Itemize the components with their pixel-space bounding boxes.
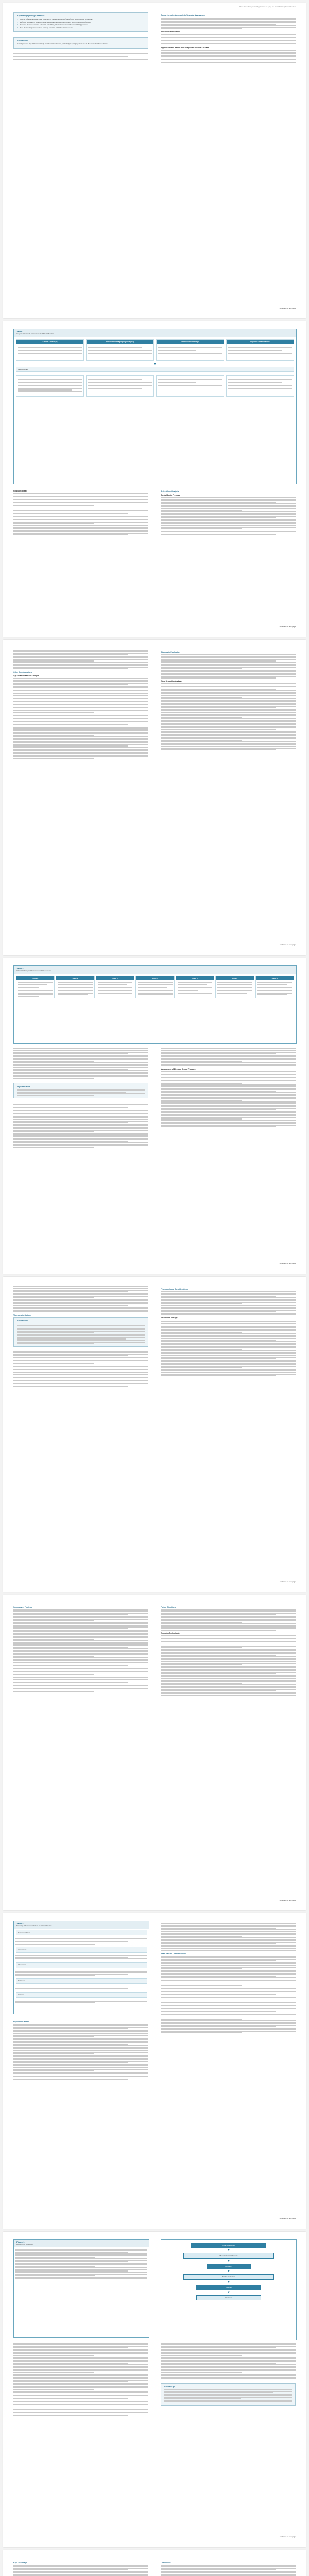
- left-column: [13, 1604, 148, 1692]
- flowchart: [161, 2239, 297, 2340]
- column-header: Regional Considerations: [227, 340, 294, 344]
- continued-label: continued on next page: [279, 2217, 296, 2219]
- figure-1: [13, 2239, 149, 2338]
- table-columns: [14, 974, 296, 1001]
- right-column: [161, 1286, 296, 1376]
- body-text: [161, 34, 296, 45]
- table-3: [13, 1921, 149, 2014]
- left-column: [13, 2342, 148, 2416]
- section-heading: Heart Failure Considerations: [161, 1952, 186, 1955]
- table-column: [156, 339, 224, 361]
- bullet-item: • Increased afterload promotes concentric remodeling, impaired relaxation and elevated filling pressures.: [17, 24, 145, 26]
- right-column: [161, 1048, 296, 1127]
- bullet-item: • Reflected waves arrive earlier in systole, augmenting central systolic pressure and left ventricular afterload.: [17, 21, 145, 23]
- table-subtitle: Summary of Recommendations for Clinical Practice: [16, 1925, 52, 1927]
- section-heading: Other Considerations: [13, 671, 32, 673]
- tips-text: Central pressures may differ substantially from brachial cuff values, particularly in younger patients and in those treated with vasodilators.: [17, 43, 108, 45]
- left-column: [13, 2560, 148, 2576]
- table-header: [14, 1921, 149, 1929]
- table-row: Outcome: [16, 1992, 147, 1997]
- left-column: [13, 1048, 148, 1148]
- arrow-down-icon: ▼: [227, 2259, 230, 2263]
- section-heading: Diagnostic Evaluation: [161, 651, 180, 653]
- tips-title: Clinical Tips: [17, 40, 28, 42]
- section-heading: Pulse Wave Analysis: [161, 490, 179, 493]
- tips-title: Clinical Tips: [164, 2385, 176, 2388]
- left-column: [13, 1286, 148, 1387]
- table-title: Table 1: [16, 330, 24, 333]
- column-header: Stage C: [96, 976, 134, 980]
- table-header: [14, 966, 296, 974]
- column-header: Stage F: [216, 976, 253, 980]
- subheading: Indications for Referral: [161, 30, 180, 33]
- right-column: [161, 12, 296, 64]
- column-header: Diffusion/Vasoactive (4): [157, 340, 224, 344]
- right-column: [161, 649, 296, 750]
- document-viewer: [0, 3, 309, 2576]
- page-5: [3, 1277, 306, 1592]
- column-header: Clinical Context (1): [16, 340, 83, 344]
- flow-step: Measure Central Pressure: [183, 2253, 274, 2258]
- page-6: [3, 1595, 306, 1910]
- arrow-down-icon: ▼: [227, 2270, 230, 2274]
- table-column: [226, 339, 294, 361]
- table-columns-lower: [14, 373, 296, 399]
- column-header: Stage A: [16, 976, 54, 980]
- page-2: [3, 321, 306, 637]
- subheading: Central Aortic Pressure: [161, 494, 180, 497]
- flow-step: Initial Assessment: [191, 2243, 266, 2248]
- subheading: Approach to the Patient With Suspected Vascular Disease: [161, 47, 209, 49]
- table-row: Intervention: [16, 1962, 147, 1968]
- column-header: Biochemical/Imaging Adjuncts (2/3): [87, 340, 153, 344]
- continued-label: continued on next page: [279, 307, 296, 309]
- bullet-item: • Arterial stiffening increases pulse wave velocity and the amplitude of the reflected wave returning to the heart.: [17, 18, 145, 20]
- subheading: Vasodilator Therapy: [161, 1316, 178, 1319]
- section-heading: Summary of Findings: [13, 1606, 32, 1608]
- table-row: Follow-up: [16, 1978, 147, 1984]
- figure-header: [14, 2240, 149, 2247]
- running-head: Pulse Wave Analysis and Applications in Aging and Heart Failure | Journal Review: [239, 6, 296, 8]
- continued-label: continued on next page: [279, 2535, 296, 2538]
- right-column: [161, 488, 296, 535]
- tips-title: Clinical Tips: [17, 1320, 28, 1323]
- flow-step: Reassess: [196, 2295, 261, 2300]
- subheading: Age-Related Vascular Changes: [13, 675, 39, 677]
- table-row: Recommendation: [16, 1930, 147, 1935]
- flow-step: Elevated?: [207, 2264, 251, 2269]
- table-subtitle: Clinical Pathway and Recommended Interventions: [16, 970, 52, 972]
- left-column: [13, 488, 148, 535]
- table-title: Table 2: [16, 967, 24, 970]
- column-header: Stage B: [56, 976, 94, 980]
- page-9: [3, 2550, 306, 2576]
- arrow-down-icon: ▼: [227, 2291, 230, 2295]
- page-4: [3, 958, 306, 1274]
- flow-step: Treatment: [196, 2285, 261, 2290]
- continued-label: continued on next page: [279, 1580, 296, 1583]
- table-row: Assessment: [16, 1947, 147, 1952]
- right-column: [161, 1604, 296, 1696]
- band-label: Key Outcomes: [16, 367, 294, 372]
- table-subtitle: Integrated Approach to Assessment of Arterial Function: [16, 333, 55, 335]
- section-heading: Population Health: [13, 2021, 29, 2023]
- section-heading: Future Directions: [161, 1606, 176, 1608]
- arrow-down-icon: ▼: [227, 2280, 230, 2284]
- section-heading: Pharmacologic Considerations: [161, 1288, 188, 1290]
- page-1: [3, 3, 306, 318]
- flow-step: Further Evaluation: [183, 2274, 274, 2279]
- table-column: [86, 339, 154, 361]
- page-7: [3, 1913, 306, 2229]
- arrow-down-icon: ▼: [153, 362, 157, 366]
- note-box: [13, 1083, 148, 1098]
- left-column: [13, 649, 148, 759]
- column-header: Stage E: [176, 976, 214, 980]
- section-heading: Conclusion: [161, 2562, 171, 2564]
- table-header: [14, 329, 296, 337]
- left-column: [13, 2019, 148, 2080]
- section-heading: Therapeutic Options: [13, 1314, 31, 1316]
- continued-label: continued on next page: [279, 1899, 296, 1901]
- right-column: [161, 2560, 296, 2576]
- subheading: Clinical Context: [13, 490, 27, 492]
- bullet-item: • Loss of diastolic pressure reduces coronary perfusion and limits exercise reserve.: [17, 27, 145, 29]
- tips-box: [13, 1317, 148, 1347]
- arrow-down-icon: ▼: [227, 2249, 230, 2252]
- continued-label: continued on next page: [279, 625, 296, 628]
- body-text: [13, 53, 148, 62]
- table-2: [13, 965, 297, 1044]
- box-title: Important Note: [17, 1085, 30, 1088]
- column-header: Stage D: [136, 976, 174, 980]
- figure-title: Figure 1: [16, 2241, 25, 2243]
- section-heading: Comprehensive Approach to Vascular Assessment: [161, 14, 205, 16]
- figure-subtitle: Algorithm for Evaluation: [16, 2243, 33, 2246]
- continued-label: continued on next page: [279, 943, 296, 946]
- column-header: Stage G: [256, 976, 294, 980]
- table-column: [16, 339, 84, 361]
- tips-box: [13, 37, 148, 49]
- page-3: [3, 640, 306, 955]
- right-column: [161, 1923, 296, 2033]
- subheading: Emerging Technologies: [161, 1632, 181, 1634]
- table-1: [13, 329, 297, 484]
- subheading: Management of Elevated Central Pressure: [161, 1067, 196, 1070]
- body-text: [161, 50, 296, 64]
- box-title: Key Pathophysiologic Features: [17, 15, 45, 17]
- body-text: [161, 18, 296, 29]
- tips-box: [161, 2383, 296, 2406]
- section-heading: Key Takeaways: [13, 2562, 27, 2564]
- table-title: Table 3: [16, 1922, 24, 1925]
- left-column: [13, 12, 148, 61]
- subheading: Wave Separation Analysis: [161, 680, 182, 682]
- table-columns: [14, 337, 296, 363]
- page-8: [3, 2232, 306, 2547]
- key-features-box: [13, 12, 148, 32]
- right-column: [161, 2342, 296, 2406]
- continued-label: continued on next page: [279, 1262, 296, 1264]
